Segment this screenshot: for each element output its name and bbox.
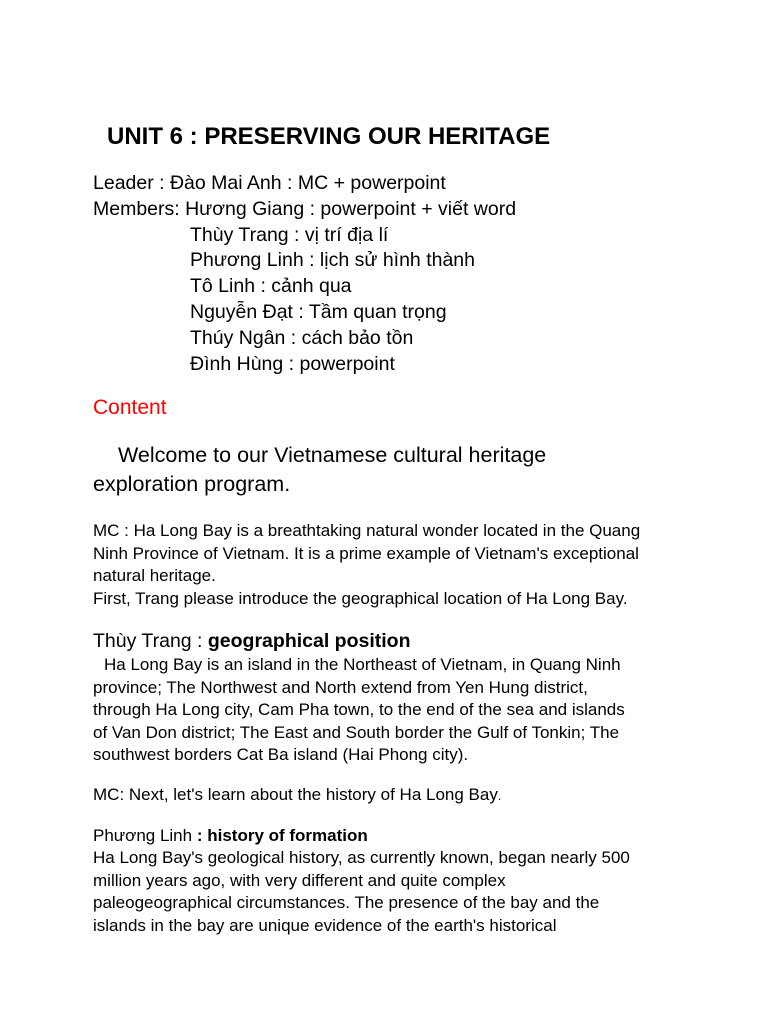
paragraph-line: province; The Northwest and North extend from Yen Hung district, (93, 677, 588, 697)
speaker-name: Phương Linh (93, 826, 193, 845)
paragraph-period: . (497, 789, 502, 803)
welcome-line: exploration program. (93, 472, 291, 496)
paragraph-line: of Van Don district; The East and South border the Gulf of Tonkin; The (93, 722, 620, 742)
mc-intro-paragraph (93, 520, 640, 610)
geography-paragraph (93, 654, 625, 767)
section-heading-history (93, 825, 368, 847)
member-line: Thùy Trang : vị trí địa lí (190, 223, 389, 246)
document-title: UNIT 6 : PRESERVING OUR HERITAGE (107, 123, 551, 150)
content-heading: Content (93, 396, 167, 419)
member-line: Phương Linh : lịch sử hình thành (190, 249, 475, 272)
members-line: Members: Hương Giang : powerpoint + viết word (93, 197, 517, 220)
paragraph-line: MC: Next, let's learn about the history of Ha Long Bay (93, 785, 498, 804)
section-topic: geographical position (207, 630, 411, 652)
paragraph-line: through Ha Long city, Cam Pha town, to the end of the sea and islands (93, 700, 625, 719)
section-heading-geography (93, 629, 411, 654)
mc-next-paragraph (93, 784, 501, 808)
paragraph-line: Ninh Province of Vietnam. It is a prime example of Vietnam's exceptional (93, 543, 639, 563)
paragraph-line: MC : Ha Long Bay is a breathtaking natural wonder located in the Quang (93, 521, 641, 540)
speaker-name: Thùy Trang : (93, 630, 208, 652)
welcome-line: Welcome to our Vietnamese cultural heritage (118, 443, 547, 467)
paragraph-line: Ha Long Bay is an island in the Northeast of Vietnam, in Quang Ninh (104, 655, 621, 674)
paragraph-line: natural heritage. (93, 566, 216, 585)
team-roster (93, 171, 516, 377)
paragraph-line: islands in the bay are unique evidence of the earth's historical (93, 915, 557, 935)
section-topic: : history of formation (192, 826, 368, 845)
leader-line: Leader : Đào Mai Anh : MC + powerpoint (93, 172, 446, 194)
member-line: Đình Hùng : powerpoint (190, 352, 395, 375)
history-paragraph (93, 847, 630, 937)
welcome-paragraph (93, 441, 546, 499)
paragraph-line: First, Trang please introduce the geographical location of Ha Long Bay. (93, 588, 628, 608)
paragraph-line: million years ago, with very different and quite complex (93, 870, 506, 890)
member-line: Tô Linh : cảnh qua (190, 275, 352, 298)
paragraph-line: southwest borders Cat Ba island (Hai Phong city). (93, 745, 469, 764)
member-line: Thúy Ngân : cách bảo tồn (190, 326, 414, 349)
paragraph-line: Ha Long Bay's geological history, as currently known, began nearly 500 (93, 848, 630, 867)
member-line: Nguyễn Đạt : Tầm quan trọng (190, 300, 447, 323)
paragraph-line: paleogeographical circumstances. The presence of the bay and the (93, 893, 600, 912)
